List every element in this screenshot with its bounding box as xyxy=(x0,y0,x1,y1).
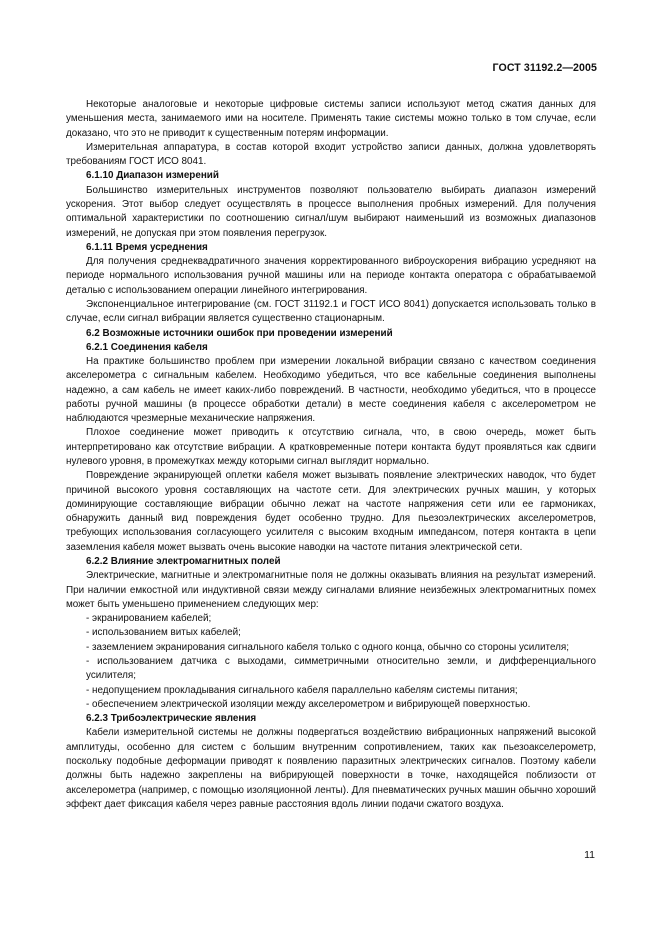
paragraph: Некоторые аналоговые и некоторые цифровые системы записи используют метод сжатия данных для уменьшения места, занимаемого ими на носителе. Применять такие системы можно только в том случае, если доказано, что это не приводит к существенным потерям информации. xyxy=(66,99,596,139)
paragraph: Повреждение экранирующей оплетки кабеля может вызывать появление электрических наводок, что будет причиной высокого уровня составляющих на частоте сети. Для электрических ручных машин, у которых доминирующие составляющие вибрации обычно лежат на частоте напряжения сети или ее гармониках, обнаружить данный вид повреждения будет особенно трудно. Для пьезоэлектрических акселерометров, требующих использования согласующего усилителя с высоким входным импедансом, потеря контакта в цепи заземления кабеля может вызвать очень высокие наводки на частоте питания электрической сети. xyxy=(66,470,596,553)
list-item: - обеспечением электрической изоляции между акселерометром и вибрирующей поверхностью. xyxy=(86,698,531,710)
list-item: - экранированием кабелей; xyxy=(86,613,212,625)
document-header: ГОСТ 31192.2—2005 xyxy=(492,62,597,74)
list-item: - использованием витых кабелей; xyxy=(86,627,241,639)
paragraph: Измерительная аппаратура, в состав которой входит устройство записи данных, должна удовлетворять требованиям ГОСТ ИСО 8041. xyxy=(66,141,596,168)
page-number: 11 xyxy=(584,849,595,861)
section-heading: 6.2.1 Соединения кабеля xyxy=(86,341,208,353)
list-item: - заземлением экранирования сигнального кабеля только с одного конца, обычно со стороны усилителя; xyxy=(86,641,569,653)
list-item: - недопущением прокладывания сигнального кабеля параллельно кабелям системы питания; xyxy=(86,684,518,696)
paragraph: Кабели измерительной системы не должны подвергаться воздействию вибрационных напряжений высокой амплитуды, особенно для систем с большим внутренним сопротивлением, таких как пьезоакселерометр, поскольку подобные деформации приводят к появлению паразитных электрических сигналов. Поэтому кабели должны быть надежно закреплены на вибрирующей поверхности в точке, находящейся поблизости от акселерометра (например, с помощью изоляционной ленты). Для пневматических ручных машин обычно хороший эффект дает фиксация кабеля через равные расстояния вдоль линии подачи сжатого воздуха. xyxy=(66,727,596,810)
paragraph: Для получения среднеквадратичного значения корректированного виброускорения вибрацию усредняют на периоде нормального использования ручной машины или на периоде контакта оператора с обрабатываемой деталью с использованием операции линейного интегрирования. xyxy=(66,256,596,296)
paragraph: Плохое соединение может приводить к отсутствию сигнала, что, в свою очередь, может быть интерпретировано как отсутствие вибрации. А кратковременные потери контакта будут проявляться как сдвиги нулевого уровня, в промежутках между которыми сигнал выглядит нормально. xyxy=(66,427,596,468)
section-heading: 6.1.10 Диапазон измерений xyxy=(86,170,219,182)
paragraph: На практике большинство проблем при измерении локальной вибрации связано с качеством соединения акселерометра с сигнальным кабелем. Необходимо убедиться, что все кабельные соединения выполнены надежно, а сам кабель не имеет каких-либо повреждений. В частности, необходимо убедиться, что в процессе работы ручной машины (в процессе обработки детали) в месте соединения кабеля с акселерометром не наблюдаются чрезмерные механические напряжения. xyxy=(66,356,596,425)
paragraph: Экспоненциальное интегрирование (см. ГОСТ 31192.1 и ГОСТ ИСО 8041) допускается использовать только в случае, если сигнал вибрации является существенно стационарным. xyxy=(66,298,596,325)
paragraph: Электрические, магнитные и электромагнитные поля не должны оказывать влияния на результат измерений. При наличии емкостной или индуктивной связи между сигналами влияние неизбежных электромагнитных помех может быть уменьшено применением следующих мер: xyxy=(66,570,596,610)
list-item: - использованием датчика с выходами, симметричными относительно земли, и дифференциального усилителя; xyxy=(86,655,596,682)
page-body xyxy=(66,98,596,812)
paragraph: Большинство измерительных инструментов позволяют пользователю выбирать диапазон измерений ускорения. Этот выбор следует осуществлять в процессе выполнения пробных измерений. Для получения оптимальной характеристики по соотношению сигнал/шум выбирают наименьший из возможных диапазонов измерений, не допуская при этом появления перегрузок. xyxy=(66,184,596,239)
section-heading: 6.2.3 Трибоэлектрические явления xyxy=(86,713,257,725)
section-heading: 6.1.11 Время усреднения xyxy=(86,241,208,253)
section-heading: 6.2.2 Влияние электромагнитных полей xyxy=(86,556,281,567)
section-heading: 6.2 Возможные источники ошибок при проведении измерений xyxy=(86,327,393,339)
